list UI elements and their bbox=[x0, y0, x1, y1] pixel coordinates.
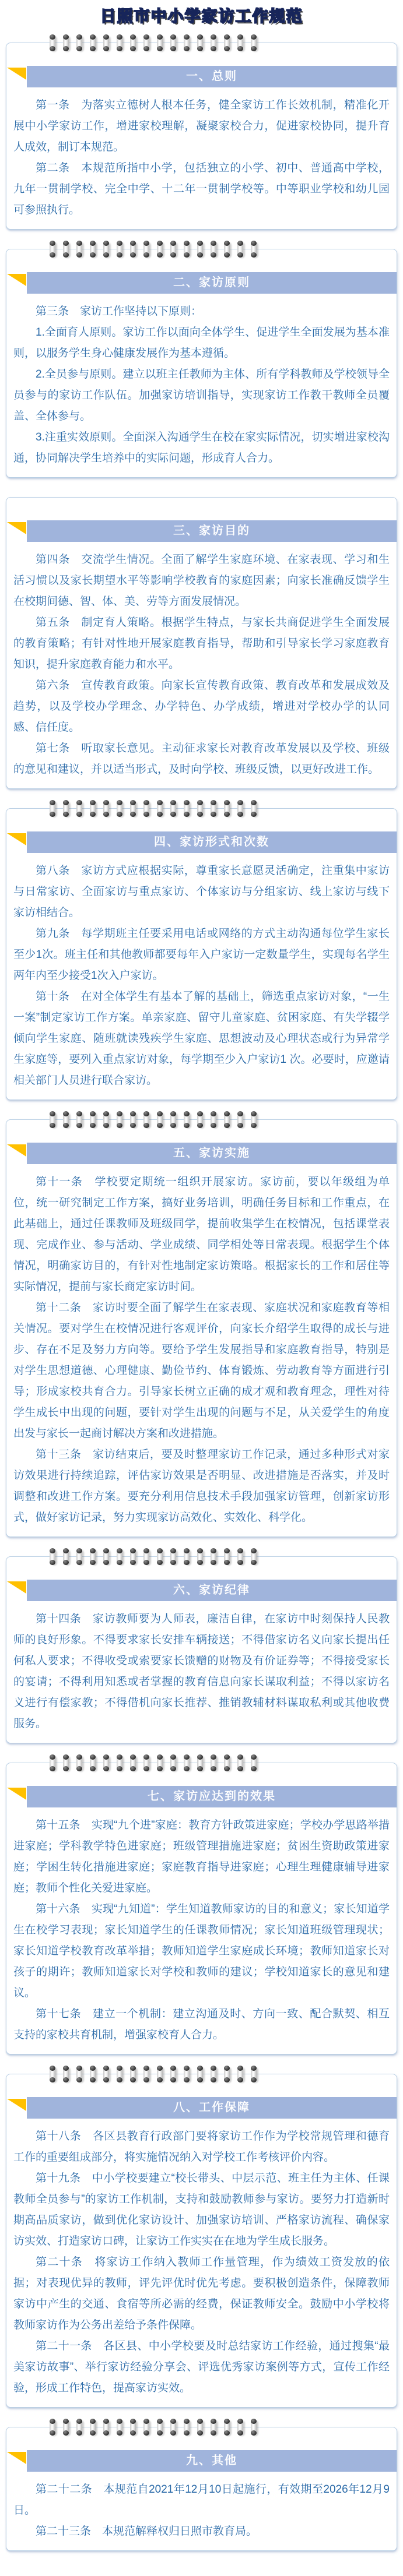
binder-ring-icon bbox=[251, 1112, 257, 1127]
binder-ring-icon bbox=[251, 1549, 257, 1564]
section-content bbox=[6, 301, 397, 469]
binder-ring-icon bbox=[197, 2066, 203, 2082]
section-content bbox=[6, 2126, 397, 2399]
section-banner bbox=[27, 1143, 397, 1164]
clause-paragraph: 第六条 宣传教育政策。向家长宣传教育政策、教育改革和发展成效及趋势，以及学校办学理念、办学特色、办学成绩，增进对学校办学的认同感、信任度。 bbox=[13, 679, 390, 734]
clause-paragraph: 第八条 家访方式应根据实际，尊重家长意愿灵活确定，注重集中家访与日常家访、全面家访与重点家访、个体家访与分组家访、线上家访与线下家访相结合。 bbox=[13, 865, 390, 919]
section-heading: 四、家访形式和次数 bbox=[154, 836, 269, 848]
clause-paragraph: 第十一条 学校要定期统一组织开展家访。家访前，要以年级组为单位，统一研究制定工作方案，搞好业务培训，明确任务目标和工作重点，在此基础上，通过任课教师及班级同学，提前收集学生在校情况，包括课堂表现、完成作业、参与活动、学业成绩、同学相处等日常表现。根据学生个体情况，明确家访目的，有针对性地制定家访策略。根据家长的工作和居住等实际情况，提前与家长商定家访时间。 bbox=[13, 1176, 390, 1293]
section-banner bbox=[27, 520, 397, 542]
binder-ring-icon bbox=[76, 35, 82, 51]
section-banner bbox=[27, 831, 397, 853]
section-card bbox=[6, 2074, 397, 2408]
binder-ring-icon bbox=[197, 2419, 203, 2435]
binder-ring-icon bbox=[197, 1112, 203, 1127]
binder-ring-icon bbox=[130, 35, 136, 51]
binder-ring-icon bbox=[117, 2419, 122, 2435]
clause-paragraph: 第七条 听取家长意见。主动征求家长对教育改革发展以及学校、班级的意见和建议，并以适当形式，及时向学校、班级反馈，以更好改进工作。 bbox=[13, 742, 390, 776]
binder-ring-icon bbox=[130, 2419, 136, 2435]
binder-ring-icon bbox=[237, 1755, 243, 1771]
binder-ring-icon bbox=[184, 2066, 190, 2082]
folded-corner-icon bbox=[7, 1581, 26, 1594]
clause-paragraph: 第九条 每学期班主任要采用电话或网络的方式主动沟通每位学生家长至少1次。班主任和其他教师都要每年入户家访一定数量学生，实现每名学生两年内至少接受1次入户家访。 bbox=[13, 928, 390, 982]
clause-paragraph: 第二十二条 本规范自2021年12月10日起施行，有效期至2026年12月9日。 bbox=[13, 2483, 390, 2517]
binder-ring-icon bbox=[237, 35, 243, 51]
binder-ring-icon bbox=[50, 2066, 55, 2082]
binder-ring-icon bbox=[157, 801, 163, 816]
clause-paragraph: 第二条 本规范所指中小学，包括独立的小学、初中、普通高中学校，九年一贯制学校、完全中学、十二年一贯制学校等。中等职业学校和幼儿园可参照执行。 bbox=[13, 162, 390, 216]
binder-ring-icon bbox=[103, 2066, 109, 2082]
clause-paragraph: 第三条 家访工作坚持以下原则： bbox=[36, 305, 202, 318]
binder-ring-icon bbox=[117, 1755, 122, 1771]
binder-ring-icon bbox=[224, 2066, 230, 2082]
binder-ring-icon bbox=[197, 1549, 203, 1564]
binder-ring-icon bbox=[170, 2419, 176, 2435]
binder-ring-icon bbox=[76, 1549, 82, 1564]
binder-ring-icon bbox=[157, 241, 163, 257]
binder-ring-icon bbox=[211, 1549, 216, 1564]
section-banner bbox=[27, 2450, 397, 2472]
binder-ring-icon bbox=[90, 1549, 96, 1564]
binder-ring-icon bbox=[184, 241, 190, 257]
binder-ring-icon bbox=[170, 1755, 176, 1771]
binder-ring-icon bbox=[143, 241, 149, 257]
binder-ring-icon bbox=[211, 2066, 216, 2082]
binder-ring-icon bbox=[224, 2419, 230, 2435]
section-banner bbox=[27, 1580, 397, 1601]
binder-ring-icon bbox=[63, 241, 69, 257]
binder-ring-icon bbox=[157, 35, 163, 51]
section-heading: 六、家访纪律 bbox=[173, 1584, 250, 1597]
binder-ring-icon bbox=[184, 2419, 190, 2435]
binder-ring-icon bbox=[224, 1755, 230, 1771]
binder-ring-icon bbox=[103, 1549, 109, 1564]
binder-ring-icon bbox=[117, 1549, 122, 1564]
binder-ring-icon bbox=[117, 1112, 122, 1127]
section-card bbox=[6, 249, 397, 478]
binder-ring-icon bbox=[237, 241, 243, 257]
section-banner bbox=[27, 1786, 397, 1807]
binder-ring-icon bbox=[50, 1755, 55, 1771]
binder-ring-icon bbox=[170, 1549, 176, 1564]
folded-corner-icon bbox=[7, 1788, 26, 1800]
section-heading: 七、家访应达到的效果 bbox=[148, 1790, 276, 1803]
binder-ring-icon bbox=[184, 801, 190, 816]
binder-rings-row bbox=[50, 1112, 257, 1127]
binder-ring-icon bbox=[224, 35, 230, 51]
binder-ring-icon bbox=[50, 1549, 55, 1564]
section-card bbox=[6, 1763, 397, 2055]
binder-ring-icon bbox=[157, 1755, 163, 1771]
folded-corner-icon bbox=[7, 1144, 26, 1157]
binder-ring-icon bbox=[224, 241, 230, 257]
binder-ring-icon bbox=[103, 241, 109, 257]
binder-rings-row bbox=[50, 1755, 257, 1771]
binder-ring-icon bbox=[251, 801, 257, 816]
clause-paragraph: 第十五条 实现“九个进”家庭：教育方针政策进家庭；学校办学思路举措进家庭；学科教学特色进家庭；班级管理措施进家庭；贫困生资助政策进家庭；学困生转化措施进家庭；家庭教育指导进家庭；心理生理健康辅导进家庭；教师个性化关爱进家庭。 bbox=[13, 1819, 390, 1894]
binder-ring-icon bbox=[63, 2066, 69, 2082]
binder-ring-icon bbox=[237, 1112, 243, 1127]
binder-ring-icon bbox=[63, 1755, 69, 1771]
binder-ring-icon bbox=[76, 1755, 82, 1771]
binder-ring-icon bbox=[157, 1112, 163, 1127]
section-card bbox=[6, 1119, 397, 1537]
binder-ring-icon bbox=[197, 801, 203, 816]
binder-ring-icon bbox=[184, 35, 190, 51]
binder-ring-icon bbox=[224, 1549, 230, 1564]
binder-ring-icon bbox=[170, 801, 176, 816]
binder-ring-icon bbox=[237, 1549, 243, 1564]
binder-ring-icon bbox=[90, 2066, 96, 2082]
document-body bbox=[0, 26, 403, 2576]
binder-ring-icon bbox=[76, 241, 82, 257]
section-content bbox=[6, 95, 397, 221]
clause-paragraph: 第二十一条 各区县、中小学校要及时总结家访工作经验，通过搜集“最美家访故事”、举行家访经验分享会、评选优秀家访案例等方式，宣传工作经验，形成工作特色，提高家访实效。 bbox=[13, 2340, 390, 2394]
section-heading: 五、家访实施 bbox=[173, 1147, 250, 1160]
binder-ring-icon bbox=[90, 2419, 96, 2435]
clause-paragraph: 1.全面育人原则。家访工作以面向全体学生、促进学生全面发展为基本准则，以服务学生身心健康发展作为基本遵循。 bbox=[13, 326, 390, 360]
binder-ring-icon bbox=[90, 35, 96, 51]
section-banner bbox=[27, 2097, 397, 2119]
binder-ring-icon bbox=[50, 801, 55, 816]
section-content bbox=[6, 1815, 397, 2046]
binder-ring-icon bbox=[143, 35, 149, 51]
binder-ring-icon bbox=[63, 1112, 69, 1127]
binder-ring-icon bbox=[50, 2419, 55, 2435]
binder-ring-icon bbox=[50, 241, 55, 257]
binder-ring-icon bbox=[251, 2419, 257, 2435]
binder-ring-icon bbox=[157, 2066, 163, 2082]
binder-ring-icon bbox=[90, 801, 96, 816]
section-heading: 一、总则 bbox=[186, 70, 237, 83]
section-heading: 三、家访目的 bbox=[173, 524, 250, 537]
binder-ring-icon bbox=[143, 2066, 149, 2082]
binder-ring-icon bbox=[184, 1549, 190, 1564]
binder-ring-icon bbox=[211, 801, 216, 816]
binder-ring-icon bbox=[143, 801, 149, 816]
binder-ring-icon bbox=[237, 2066, 243, 2082]
binder-rings-row bbox=[50, 1549, 257, 1564]
binder-ring-icon bbox=[211, 1112, 216, 1127]
clause-paragraph: 第十九条 中小学校要建立“校长带头、中层示范、班主任为主体、任课教师全员参与”的家访工作机制，支持和鼓励教师参与家访。要努力打造新时期高品质家访，做到优化家访设计、加强家访培训、严格家访流程、确保家访实效、打造家访口碑，让家访工作实实在在地为学生成长服务。 bbox=[13, 2172, 390, 2247]
binder-ring-icon bbox=[211, 35, 216, 51]
section-content bbox=[6, 1609, 397, 1735]
page-title: 日照市中小学家访工作规范 bbox=[100, 8, 303, 25]
section-banner bbox=[27, 272, 397, 294]
clause-paragraph: 第十八条 各区县教育行政部门要将家访工作作为学校常规管理和德育工作的重要组成部分，将实施情况纳入对学校工作考核评价内容。 bbox=[13, 2130, 390, 2163]
binder-ring-icon bbox=[63, 2419, 69, 2435]
binder-ring-icon bbox=[130, 801, 136, 816]
section-heading: 八、工作保障 bbox=[173, 2101, 250, 2114]
clause-paragraph: 第二十三条 本规范解释权归日照市教育局。 bbox=[36, 2525, 258, 2538]
clause-paragraph: 第十四条 家访教师要为人师表，廉洁自律，在家访中时刻保持人民教师的良好形象。不得要求家长安排车辆接送；不得借家访名义向家长提出任何私人要求；不得收受或索要家长馈赠的财物及有价证券等；不得接受家长的宴请；不得利用知悉或者掌握的教育信息向家长谋取利益；不得以家访名义进行有偿家教；不得借机向家长推荐、推销教辅材料谋取私利或其他收费服务。 bbox=[13, 1613, 390, 1730]
binder-ring-icon bbox=[117, 241, 122, 257]
section-card bbox=[6, 43, 397, 230]
binder-ring-icon bbox=[211, 1755, 216, 1771]
binder-ring-icon bbox=[170, 241, 176, 257]
binder-ring-icon bbox=[224, 1112, 230, 1127]
binder-ring-icon bbox=[103, 801, 109, 816]
binder-ring-icon bbox=[90, 1755, 96, 1771]
binder-rings-row bbox=[50, 35, 257, 51]
binder-ring-icon bbox=[130, 1549, 136, 1564]
binder-ring-icon bbox=[143, 2419, 149, 2435]
folded-corner-icon bbox=[7, 2452, 26, 2464]
binder-ring-icon bbox=[170, 1112, 176, 1127]
binder-ring-icon bbox=[170, 35, 176, 51]
binder-ring-icon bbox=[90, 1112, 96, 1127]
section-banner bbox=[27, 66, 397, 87]
binder-ring-icon bbox=[251, 2066, 257, 2082]
binder-ring-icon bbox=[130, 1755, 136, 1771]
binder-ring-icon bbox=[211, 2419, 216, 2435]
binder-ring-icon bbox=[63, 35, 69, 51]
clause-paragraph: 第二十条 将家访工作纳入教师工作量管理，作为绩效工资发放的依据；对表现优异的教师，评先评优时优先考虑。要积极创造条件，保障教师家访中产生的交通、食宿等所必需的经费，保证教师安全。鼓励中小学校将教师家访作为公务出差给予条件保障。 bbox=[13, 2256, 390, 2331]
clause-paragraph: 第十六条 实现“九知道”：学生知道教师家访的目的和意义；家长知道学生在校学习表现；家长知道学生的任课教师情况；家长知道班级管理现状；家长知道学校教育改革举措；教师知道学生家庭成长环境；教师知道家长对孩子的期许；教师知道家长对学校和教师的建议；学校知道家长的意见和建议。 bbox=[13, 1903, 390, 1999]
binder-ring-icon bbox=[157, 2419, 163, 2435]
section-content bbox=[6, 1172, 397, 1528]
binder-ring-icon bbox=[76, 801, 82, 816]
binder-ring-icon bbox=[130, 241, 136, 257]
binder-ring-icon bbox=[143, 1755, 149, 1771]
binder-ring-icon bbox=[103, 1755, 109, 1771]
binder-rings-row bbox=[50, 241, 257, 257]
section-content bbox=[6, 2479, 397, 2542]
binder-rings-row bbox=[50, 801, 257, 816]
binder-ring-icon bbox=[197, 1755, 203, 1771]
binder-ring-icon bbox=[184, 1755, 190, 1771]
section-card bbox=[6, 497, 397, 789]
clause-paragraph: 第四条 交流学生情况。全面了解学生家庭环境、在家表现、学习和生活习惯以及家长期望水平等影响学校教育的家庭因素；向家长准确反馈学生在校期间德、智、体、美、劳等方面发展情况。 bbox=[13, 554, 390, 608]
binder-ring-icon bbox=[197, 35, 203, 51]
binder-rings-row bbox=[50, 2419, 257, 2435]
folded-corner-icon bbox=[7, 68, 26, 80]
binder-ring-icon bbox=[251, 241, 257, 257]
binder-ring-icon bbox=[76, 1112, 82, 1127]
clause-paragraph: 第十二条 家访时要全面了解学生在家表现、家庭状况和家庭教育等相关情况。要对学生在校情况进行客观评价，向家长介绍学生取得的成长与进步、存在不足及努力方向等。要给予学生发展指导和家庭教育指导，特别是对学生思想道德、心理健康、勤俭节约、体育锻炼、劳动教育等方面进行引导；形成家校共育合力。引导家长树立正确的成才观和教育理念，理性对待学生成长中出现的问题，要针对学生出现的问题与不足，从关爱学生的角度出发与家长一起商讨解决方案和改进措施。 bbox=[13, 1302, 390, 1440]
section-card bbox=[6, 1556, 397, 1743]
clause-paragraph: 第十条 在对全体学生有基本了解的基础上，筛选重点家访对象，“一生一案”制定家访工作方案。单亲家庭、留守儿童家庭、贫困家庭、有失学辍学倾向学生家庭、随班就读残疾学生家庭、思想波动及心理状态或行为异常学生家庭等，要列入重点家访对象，每学期至少入户家访1 次。必要时，应邀请相关部门人员进行联合家访。 bbox=[13, 991, 390, 1087]
binder-ring-icon bbox=[237, 801, 243, 816]
section-content bbox=[6, 861, 397, 1091]
binder-ring-icon bbox=[103, 35, 109, 51]
binder-ring-icon bbox=[117, 801, 122, 816]
clause-paragraph: 第十三条 家访结束后，要及时整理家访工作记录，通过多种形式对家访效果进行持续追踪，评估家访效果是否明显、改进措施是否落实，并及时调整和改进工作方案。要充分利用信息技术手段加强家访管理，创新家访形式，做好家访记录，努力实现家访高效化、实效化、科学化。 bbox=[13, 1449, 390, 1524]
section-content bbox=[6, 549, 397, 780]
binder-ring-icon bbox=[143, 1549, 149, 1564]
binder-ring-icon bbox=[130, 2066, 136, 2082]
binder-ring-icon bbox=[76, 2419, 82, 2435]
binder-ring-icon bbox=[184, 1112, 190, 1127]
clause-paragraph: 第一条 为落实立德树人根本任务，健全家访工作长效机制，精准化开展中小学家访工作，增进家校理解，凝聚家校合力，促进家校协同，提升育人成效，制订本规范。 bbox=[13, 99, 390, 153]
binder-ring-icon bbox=[117, 2066, 122, 2082]
clause-paragraph: 2.全员参与原则。建立以班主任教师为主体、所有学科教师及学校领导全员参与的家访工作队伍。加强家访培训指导，实现家访工作教干教师全员覆盖、全体参与。 bbox=[13, 368, 390, 422]
binder-ring-icon bbox=[63, 1549, 69, 1564]
binder-ring-icon bbox=[103, 2419, 109, 2435]
section-heading: 二、家访原则 bbox=[173, 276, 250, 289]
binder-ring-icon bbox=[157, 1549, 163, 1564]
clause-paragraph: 3.注重实效原则。全面深入沟通学生在校在家实际情况，切实增进家校沟通，协同解决学生培养中的实际问题，形成育人合力。 bbox=[13, 431, 390, 464]
binder-ring-icon bbox=[117, 35, 122, 51]
binder-ring-icon bbox=[251, 35, 257, 51]
binder-ring-icon bbox=[76, 2066, 82, 2082]
section-card bbox=[6, 2427, 397, 2551]
binder-ring-icon bbox=[224, 801, 230, 816]
binder-ring-icon bbox=[50, 1112, 55, 1127]
folded-corner-icon bbox=[7, 833, 26, 845]
binder-ring-icon bbox=[63, 801, 69, 816]
binder-ring-icon bbox=[170, 2066, 176, 2082]
clause-paragraph: 第五条 制定育人策略。根据学生特点，与家长共商促进学生全面发展的教育策略；有针对性地开展家庭教育指导，帮助和引导家长学习家庭教育知识，提升家庭教育能力和水平。 bbox=[13, 616, 390, 671]
clause-paragraph: 第十七条 建立一个机制：建立沟通及时、方向一致、配合默契、相互支持的家校共育机制，增强家校育人合力。 bbox=[13, 2008, 390, 2041]
binder-ring-icon bbox=[197, 241, 203, 257]
binder-ring-icon bbox=[237, 2419, 243, 2435]
binder-ring-icon bbox=[50, 35, 55, 51]
binder-ring-icon bbox=[211, 241, 216, 257]
binder-ring-icon bbox=[90, 241, 96, 257]
folded-corner-icon bbox=[7, 522, 26, 534]
section-card bbox=[6, 808, 397, 1100]
binder-ring-icon bbox=[103, 1112, 109, 1127]
binder-rings-row bbox=[50, 2066, 257, 2082]
binder-ring-icon bbox=[143, 1112, 149, 1127]
binder-ring-icon bbox=[130, 1112, 136, 1127]
folded-corner-icon bbox=[7, 2099, 26, 2111]
binder-ring-icon bbox=[251, 1755, 257, 1771]
section-heading: 九、其他 bbox=[186, 2454, 237, 2467]
folded-corner-icon bbox=[7, 274, 26, 286]
